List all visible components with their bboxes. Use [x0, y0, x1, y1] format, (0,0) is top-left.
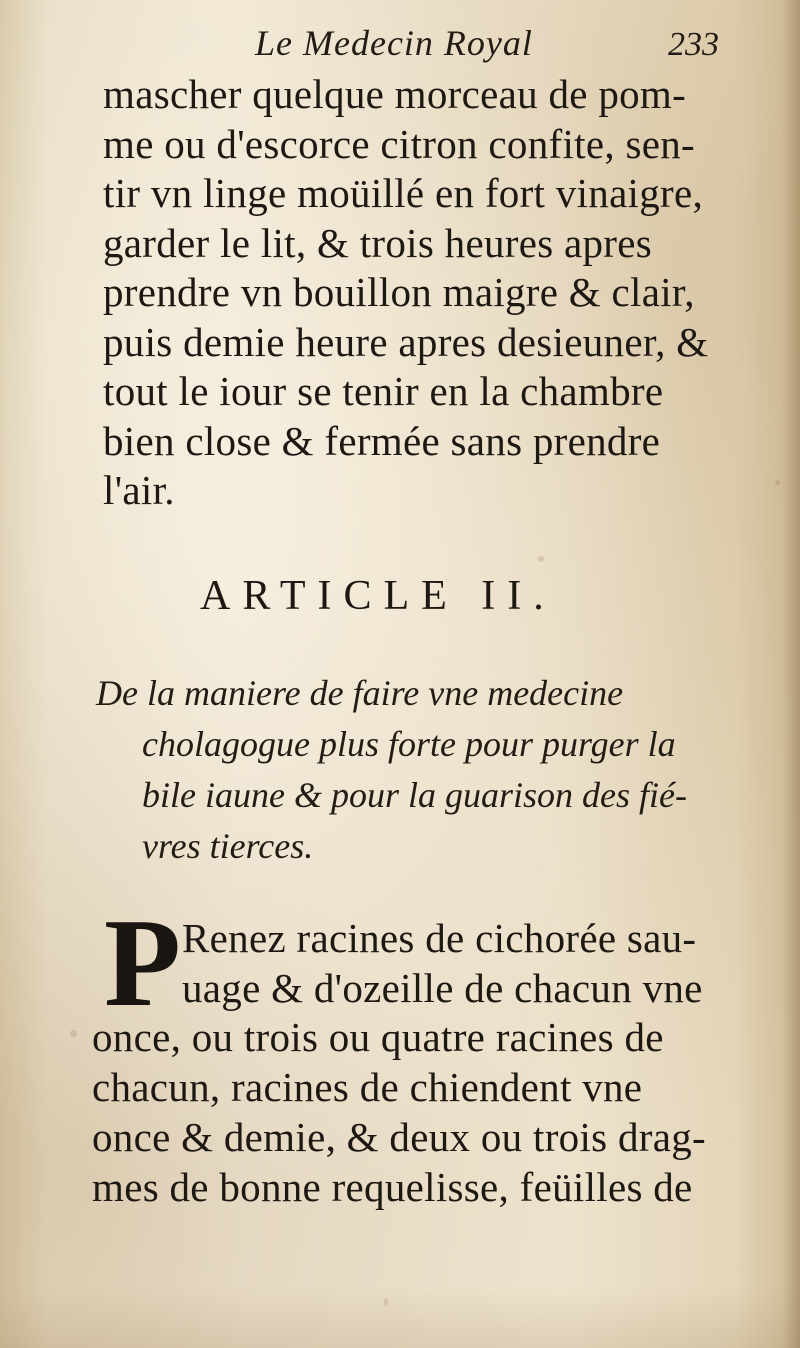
summary-line: cholagogue plus forte pour purger la: [142, 724, 676, 764]
paper-spot: [384, 1298, 388, 1306]
text-line: me ou d'escorce citron confite, sen-: [103, 120, 695, 167]
paper-spot: [775, 480, 780, 485]
article-body-paragraph: [92, 894, 732, 1212]
running-title: Le Medecin Royal: [255, 23, 533, 63]
text-line: prendre vn bouillon maigre & clair,: [103, 269, 695, 315]
text-line: uage & d'ozeille de chacun vne: [182, 964, 703, 1011]
text-line: mascher quelque morceau de pom-: [103, 71, 687, 117]
text-line: Renez racines de cichorée sau-: [182, 915, 697, 961]
summary-line: bile iaune & pour la guarison des fié-: [142, 775, 687, 815]
page-edge-shadow: [782, 0, 800, 1348]
drop-cap: P: [104, 894, 181, 1033]
summary-line: vres tierces.: [142, 826, 314, 866]
page-number: 233: [668, 26, 719, 63]
text-line: tout le iour se tenir en la chambre: [103, 368, 664, 414]
text-line: l'air.: [103, 467, 175, 513]
article-summary: [96, 668, 746, 872]
text-line: puis demie heure apres desieuner, &: [103, 318, 709, 365]
text-line: mes de bonne requelisse, feüilles de: [92, 1163, 693, 1210]
text-line: bien close & fermée sans prendre: [103, 417, 661, 464]
continuation-paragraph: [103, 70, 743, 516]
page-bottom-shade: [0, 1288, 800, 1348]
text-line: garder le lit, & trois heures apres: [103, 219, 653, 266]
text-line: chacun, racines de chiendent vne: [92, 1064, 643, 1111]
text-line: tir vn linge moüillé en fort vinaigre,: [103, 170, 704, 216]
text-line: once & demie, & deux ou trois drag-: [92, 1113, 706, 1160]
paper-spot: [70, 1030, 77, 1037]
summary-line: De la maniere de faire vne medecine: [96, 673, 624, 713]
text-line: once, ou trois ou quatre racines de: [92, 1014, 664, 1061]
paper-spot: [538, 556, 544, 562]
article-heading: ARTICLE II.: [200, 573, 556, 619]
